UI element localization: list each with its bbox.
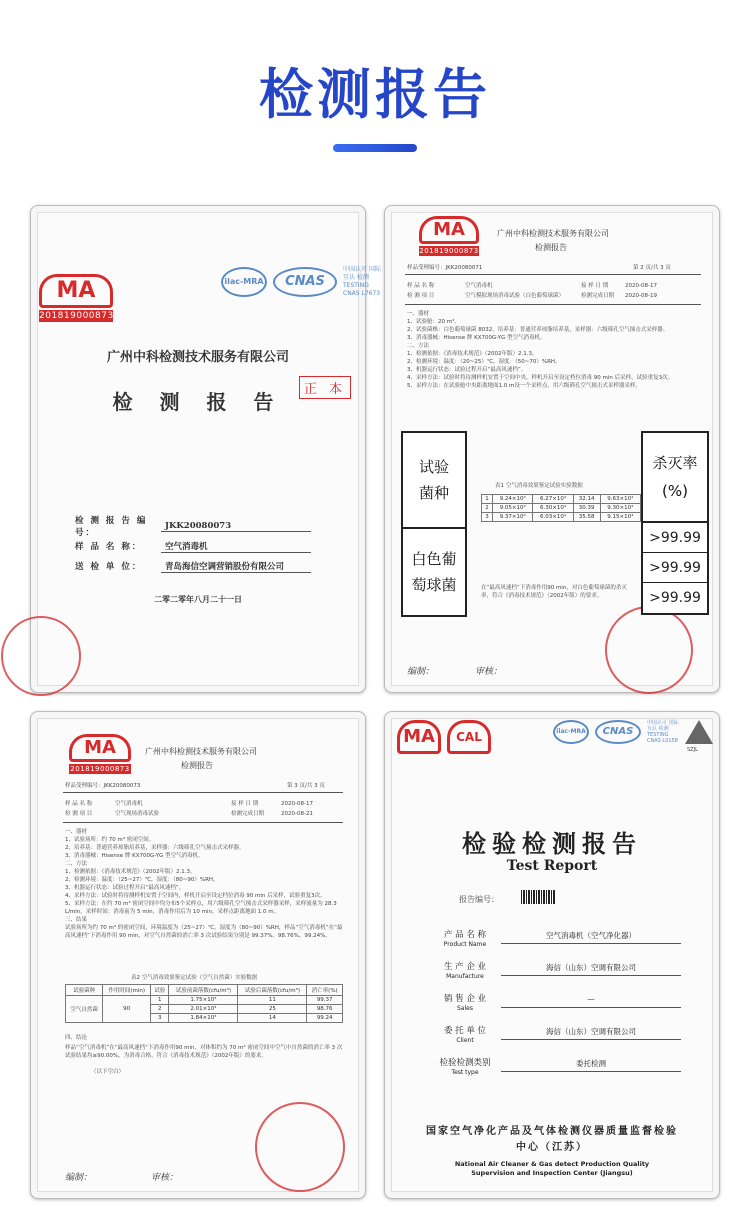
report-fields <box>429 930 681 1090</box>
table-header: 试验前菌落数(cfu/m³) <box>169 985 238 996</box>
cnas-note: 中国认可 国际互认 检测 TESTING CNAS L0158 <box>647 720 679 744</box>
body-line: 4、采样方法：试验时将待测样机安置于空间内，样机开启至设定档位消毒 90 min 后采样，试验重复3次。 <box>65 893 326 899</box>
report-title: 检验检测报告 <box>462 829 642 858</box>
table-cell: 6.27×10⁴ <box>533 495 573 504</box>
overlay-strain-header: 试验 菌种 <box>401 431 467 529</box>
report-body <box>407 310 701 390</box>
ma-logo: MA <box>397 720 441 754</box>
body-line: 二、方法 <box>65 861 88 867</box>
finish-date: 2020-08-21 <box>281 811 313 817</box>
ilac-mra-icon: ilac-MRA <box>553 720 589 744</box>
body-line: 5、采样方法：在约 70 m³ 密闭空间中均分布5个采样点，用六级筛孔空气撞击式采样器采样，采样流量为 28.3 L/min，采样时间：消毒前为 5 min，消毒作用后为 10 min，采样点距离地面 1.0 m。 <box>65 901 337 915</box>
cnas-icon: CNAS <box>595 720 641 744</box>
receive-label: 接 样 日 期 <box>231 801 259 807</box>
body-line: 5、采样方法：在试验舱中央距离地面1.0 m设一个采样点，用六级筛孔空气撞击式采样器采样。 <box>407 383 641 389</box>
field-row <box>429 962 681 994</box>
blank-note: （以下空白） <box>91 1069 125 1075</box>
page-number: 第 3 页/共 3 页 <box>287 783 325 789</box>
test-report-cover <box>384 711 720 1199</box>
field-label-cn: 生 产 企 业 <box>443 962 487 972</box>
page-number: 第 2 页/共 3 页 <box>633 265 671 271</box>
red-seal-stamp <box>605 606 693 694</box>
ma-logo-text: MA <box>69 734 131 762</box>
report-cover-document <box>30 205 381 693</box>
results-table <box>481 494 641 522</box>
company-name: 广州中科检测技术服务有限公司 <box>145 747 257 756</box>
table-title: 表2 空气消毒效果鉴定试验（空气自然菌）实验数据 <box>131 975 258 981</box>
overlay-rate-column <box>641 521 709 615</box>
receive-date: 2020-08-17 <box>625 283 657 289</box>
reviewer-label: 审核： <box>151 1173 179 1183</box>
report-body <box>65 828 343 940</box>
report-number: 样品受理编号：JKK20080071 <box>407 265 483 271</box>
field-label-en: Manufacture <box>446 973 484 980</box>
field-label-en: Client <box>456 1037 474 1044</box>
rate-value: >99.99 <box>649 590 701 606</box>
sz-logo-text: SZJL <box>687 747 698 753</box>
ma-logo <box>39 274 113 322</box>
receive-label: 接 样 日 期 <box>581 283 609 289</box>
field-value: 委托检测 <box>501 1058 681 1072</box>
field-label-en: Sales <box>457 1005 473 1012</box>
ma-logo-number: 201819000873 <box>70 765 130 773</box>
body-line: 一、器材 <box>407 311 430 317</box>
table-cell: 35.58 <box>573 513 600 522</box>
sample-name-label: 样 品 名 称 <box>407 283 435 289</box>
company-name: 广州中科检测技术服务有限公司 <box>497 229 609 238</box>
body-line: 1、检测依据：《消毒技术规范》（2002年版）2.1.3。 <box>65 869 196 875</box>
body-line: 试验场所为约 70 m³ 的密闭空间，环境温度为（25~27）℃，湿度为（80~90）%RH，样品“空气消毒机”在“最高风速档”下消毒作用 90 min，对空气自然菌的消亡率 3 次试验结果分别是 99.37%、98.76%、99.24%。 <box>65 925 343 939</box>
field-label-cn: 销 售 企 业 <box>443 994 487 1004</box>
ilac-mra-icon: ilac-MRA <box>221 267 267 297</box>
sample-name-label: 样 品 名 称 <box>65 801 93 807</box>
table-cell: 6.03×10⁴ <box>533 513 573 522</box>
body-line: 1、试验舱：20 m³。 <box>407 319 460 325</box>
body-line: 三、结果 <box>65 917 88 923</box>
body-line: 3、消毒器械：Hisense 牌 KX700G-YG 型空气消毒机。 <box>407 335 546 341</box>
table-row <box>482 495 641 504</box>
item-label: 检 测 项 目 <box>65 811 93 817</box>
table-cell: 99.37 <box>307 996 343 1005</box>
sample-name: 空气消毒机 <box>115 801 143 807</box>
report-title: 检 测 报 告 <box>112 390 284 414</box>
body-line: 2、试验菌株：白色葡萄球菌 8032，培养基：普通营养琼脂培养基，采样器：六级筛孔空气撞击式采样器。 <box>407 327 669 333</box>
table-header: 消亡率(%) <box>307 985 343 996</box>
test-item: 空气模拟现场消毒试验（白色葡萄球菌） <box>465 293 565 299</box>
ma-logo <box>419 216 479 256</box>
field-label: 检 测 报 告 编 号： <box>75 516 148 538</box>
report-number: 样品受理编号：JKK20080073 <box>65 783 141 789</box>
rate-value: >99.99 <box>643 523 707 553</box>
report-subtitle: 检测报告 <box>535 243 567 252</box>
red-seal-stamp <box>255 1102 345 1192</box>
body-line: 3、消毒器械：Hisense 牌 KX700G-YG 型空气消毒机。 <box>65 853 204 859</box>
original-stamp: 正 本 <box>299 376 351 399</box>
field-value: 青岛海信空调营销股份有限公司 <box>161 560 311 573</box>
field-row <box>429 994 681 1026</box>
finish-label: 检测完成日期 <box>231 811 265 817</box>
table-cell: 9.63×10⁴ <box>600 495 640 504</box>
table-cell: 25 <box>238 1005 307 1014</box>
overlay-strain-name: 白色葡 萄球菌 <box>401 527 467 617</box>
results-table <box>65 984 343 1023</box>
receive-date: 2020-08-17 <box>281 801 313 807</box>
field-row <box>429 1026 681 1058</box>
sample-name: 空气消毒机 <box>465 283 493 289</box>
table-cell: 98.76 <box>307 1005 343 1014</box>
reviewer-label: 审核： <box>475 667 503 677</box>
field-value: 空气消毒机（空气净化器） <box>501 930 681 944</box>
table-cell: 9.24×10⁴ <box>493 495 533 504</box>
body-line: 1、检测依据：《消毒技术规范》（2002年版）2.1.3。 <box>407 351 538 357</box>
table-row <box>66 996 343 1005</box>
inspection-center-en: National Air Cleaner & Gas detect Production Quality Supervision and Inspection Center (Jiangsu) <box>454 1160 650 1177</box>
field-row <box>75 516 311 536</box>
finish-date: 2020-08-19 <box>625 293 657 299</box>
table-header: 试验菌种 <box>66 985 103 996</box>
inspection-center-cn: 国家空气净化产品及气体检测仪器质量监督检验中心（江苏） <box>426 1126 678 1153</box>
table-cell: 9.37×10⁴ <box>493 513 533 522</box>
field-row <box>75 536 311 556</box>
field-row <box>429 1058 681 1090</box>
company-name: 广州中科检测技术服务有限公司 <box>106 350 289 365</box>
report-subtitle: 检测报告 <box>181 761 213 770</box>
compiler-label: 编制： <box>65 1173 93 1183</box>
body-line: 3、机器运行状态：试验过程开启“最高风速档”。 <box>65 885 185 891</box>
finish-label: 检测完成日期 <box>581 293 615 299</box>
cnas-note: 中国认可 国际互认 检测 TESTING CNAS L7673 <box>343 266 381 297</box>
table-cell: 30.39 <box>573 504 600 513</box>
table-header: 作用时间(min) <box>103 985 151 996</box>
table-cell: 9.15×10⁴ <box>600 513 640 522</box>
body-line: 2、培养基：普通营养琼脂培养基，采样器：六级筛孔空气撞击式采样器。 <box>65 845 245 851</box>
test-report-page-3 <box>30 711 366 1199</box>
field-label: 样 品 名 称： <box>75 542 143 552</box>
cal-logo: CAL <box>447 720 491 754</box>
field-label-cn: 产 品 名 称 <box>443 930 487 940</box>
test-report-page-2 <box>384 205 720 693</box>
test-item: 空气现场消毒试验 <box>115 811 160 817</box>
body-line: 一、器材 <box>65 829 88 835</box>
field-label: 送 检 单 位： <box>75 562 143 572</box>
field-value: 海信（山东）空调有限公司 <box>501 1026 681 1040</box>
body-line: 2、检测环境：温度：（25~27）℃，湿度：（80~90）%RH。 <box>65 877 219 883</box>
ma-logo-text: MA <box>419 216 479 244</box>
table-row <box>482 513 641 522</box>
item-label: 检 测 项 目 <box>407 293 435 299</box>
field-label-cn: 委 托 单 位 <box>443 1026 487 1036</box>
certification-logos <box>221 266 383 298</box>
ma-logo-text: MA <box>39 274 113 308</box>
table-cell: 2 <box>151 1005 169 1014</box>
certification-logos <box>553 720 681 744</box>
field-label-en: Test type <box>451 1069 479 1076</box>
body-line: 3、机器运行状态：试验过程开启“最高风速档”。 <box>407 367 527 373</box>
ma-logo-number: 201819000873 <box>39 311 114 321</box>
table-cell: 90 <box>103 996 151 1023</box>
field-label-en: Product Name <box>443 941 487 948</box>
report-fields <box>75 516 311 576</box>
report-date: 二零二零年八月二十一日 <box>154 594 242 604</box>
field-value: JKK20080073 <box>161 521 311 532</box>
table-title: 表1 空气消毒效果鉴定试验实验数据 <box>495 483 583 489</box>
body-line: 4、采样方法：试验时将待测样机安置于空间中央，样机开启至设定档位消毒 90 min 后采样，试验重复3次。 <box>407 375 674 381</box>
conclusion-text: 在“最高风速档”下消毒作用90 min，对白色葡萄球菌的杀灭率，符合《消毒技术规范》（2002年版）的要求。 <box>481 585 627 599</box>
table-cell: 2 <box>482 504 493 513</box>
body-line: 1、试验场所：约 70 m³ 密闭空间。 <box>65 837 155 843</box>
table-cell: 9.05×10⁴ <box>493 504 533 513</box>
table-cell: 3 <box>151 1014 169 1023</box>
table-cell: 11 <box>238 996 307 1005</box>
ma-logo-number: 201819000873 <box>419 247 479 255</box>
title-underline <box>333 144 417 152</box>
cnas-icon: CNAS <box>273 267 337 297</box>
table-header-row <box>66 985 343 996</box>
red-seal-stamp <box>1 616 81 696</box>
table-header: 试验 <box>151 985 169 996</box>
field-label-cn: 检验检测类别 <box>439 1058 491 1068</box>
table-cell: 32.14 <box>573 495 600 504</box>
table-cell: 1 <box>482 495 493 504</box>
table-cell: 1.75×10³ <box>169 996 238 1005</box>
field-value: 空气消毒机 <box>161 540 311 553</box>
barcode <box>521 890 555 904</box>
field-value: 海信（山东）空调有限公司 <box>501 962 681 976</box>
body-line: 二、方法 <box>407 343 430 349</box>
ma-logo <box>69 734 131 774</box>
table-cell: 1.84×10³ <box>169 1014 238 1023</box>
conclusion-title: 四、结论 <box>65 1035 88 1041</box>
rate-value: >99.99 <box>643 553 707 583</box>
table-cell: 2.01×10³ <box>169 1005 238 1014</box>
table-cell: 9.30×10⁴ <box>600 504 640 513</box>
table-cell: 14 <box>238 1014 307 1023</box>
report-number-label: 报告编号： <box>459 895 499 904</box>
table-cell: 3 <box>482 513 493 522</box>
page-title: 检测报告 <box>259 63 491 126</box>
conclusion-text: 样品“空气消毒机”在“最高风速档”下消毒作用90 min，对体积约为 70 m³ 密闭空间中空气中自然菌的消亡率 3 次试验结果均≥90.00%，为消毒合格，符合《消毒技术规范》（2002年版）的要求。 <box>65 1045 343 1059</box>
table-cell: 空气自然菌 <box>66 996 103 1023</box>
overlay-rate-header: 杀灭率 (%) <box>641 431 709 523</box>
table-cell: 1 <box>151 996 169 1005</box>
field-row <box>75 556 311 576</box>
field-value: — <box>501 994 681 1008</box>
compiler-label: 编制： <box>407 667 435 677</box>
report-subtitle: Test Report <box>506 858 598 874</box>
table-header: 试验后菌落数(cfu/m³) <box>238 985 307 996</box>
table-cell: 99.24 <box>307 1014 343 1023</box>
table-cell: 6.30×10⁴ <box>533 504 573 513</box>
field-row <box>429 930 681 962</box>
table-row <box>482 504 641 513</box>
sz-triangle-icon <box>685 720 713 744</box>
body-line: 2、检测环境：温度：（20~25）℃，湿度：（50~70）%RH。 <box>407 359 561 365</box>
